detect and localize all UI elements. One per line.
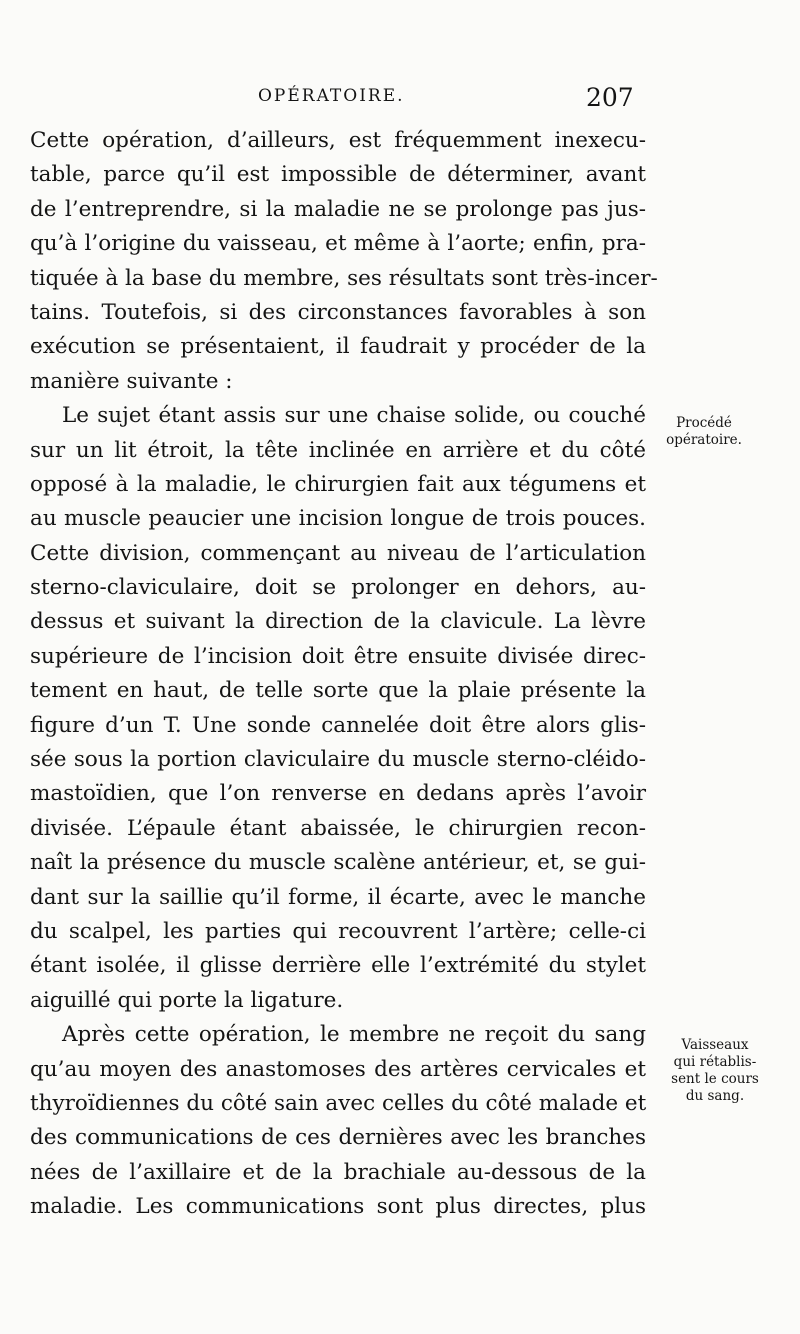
text-line: Cette division, commençant au niveau de l’articulation	[30, 540, 646, 566]
text-line: sterno-claviculaire, doit se prolonger en dehors, au-	[30, 575, 646, 601]
margin-note-line: sent le cours	[671, 1071, 759, 1087]
text-line: au muscle peaucier une incision longue de trois pouces.	[30, 506, 646, 532]
margin-note-line: Procédé	[676, 415, 732, 431]
text-line: opposé à la maladie, le chirurgien fait aux tégumens et	[30, 471, 646, 497]
text-line: tains. Toutefois, si des circonstances favorables à son	[30, 299, 646, 325]
margin-note-line: Vaisseaux	[681, 1037, 749, 1053]
body-text	[30, 124, 658, 1225]
text-line: qu’à l’origine du vaisseau, et même à l’aorte; enfin, pra-	[30, 231, 646, 257]
text-line: aiguillé qui porte la ligature.	[30, 987, 344, 1013]
text-line: tiquée à la base du membre, ses résultats sont très-incer-	[30, 265, 658, 291]
text-line: nées de l’axillaire et de la brachiale au-dessous de la	[30, 1159, 646, 1185]
text-line: mastoïdien, que l’on renverse en dedans après l’avoir	[30, 781, 646, 807]
text-line: dessus et suivant la direction de la clavicule. La lèvre	[30, 609, 646, 635]
text-line: maladie. Les communications sont plus directes, plus	[30, 1194, 646, 1220]
text-line: sur un lit étroit, la tête inclinée en arrière et du côté	[30, 437, 646, 463]
text-line: exécution se présentaient, il faudrait y procéder de la	[30, 334, 646, 360]
running-head	[0, 83, 800, 118]
text-line: des communications de ces dernières avec les branches	[30, 1125, 646, 1151]
text-line: Le sujet étant assis sur une chaise solide, ou couché	[62, 403, 646, 429]
text-line: Après cette opération, le membre ne reçoit du sang	[62, 1022, 646, 1048]
running-title: OPÉRATOIRE.	[258, 86, 405, 106]
text-line: étant isolée, il glisse derrière elle l’extrémité du stylet	[30, 953, 646, 979]
text-line: table, parce qu’il est impossible de déterminer, avant	[30, 162, 646, 188]
margin-note-line: du sang.	[685, 1088, 745, 1104]
text-line: de l’entreprendre, si la maladie ne se prolonge pas jus-	[30, 196, 646, 222]
text-line: figure d’un T. Une sonde cannelée doit être alors glis-	[30, 712, 646, 738]
text-line: qu’au moyen des anastomoses des artères cervicales et	[30, 1056, 646, 1082]
text-line: manière suivante :	[30, 368, 233, 394]
text-line: divisée. L’épaule étant abaissée, le chirurgien recon-	[30, 815, 646, 841]
margin-note-vessels	[660, 1037, 770, 1105]
text-line: tement en haut, de telle sorte que la plaie présente la	[30, 678, 646, 704]
text-line: Cette opération, d’ailleurs, est fréquemment inexecu-	[30, 128, 646, 153]
text-line: dant sur la saillie qu’il forme, il écarte, avec le manche	[30, 884, 646, 910]
margin-note-line: opératoire.	[666, 432, 742, 448]
margin-note-procedure	[654, 415, 754, 449]
margin-note-line: qui rétablis-	[673, 1054, 757, 1070]
text-line: supérieure de l’incision doit être ensuite divisée direc-	[30, 643, 646, 669]
text-line: thyroïdiennes du côté sain avec celles du côté malade et	[30, 1090, 647, 1116]
page-number: 207	[586, 83, 634, 112]
text-line: du scalpel, les parties qui recouvrent l’artère; celle-ci	[30, 918, 646, 944]
text-line: naît la présence du muscle scalène antérieur, et, se gui-	[30, 850, 646, 876]
text-line: sée sous la portion claviculaire du muscle sterno-cléido-	[30, 747, 646, 773]
